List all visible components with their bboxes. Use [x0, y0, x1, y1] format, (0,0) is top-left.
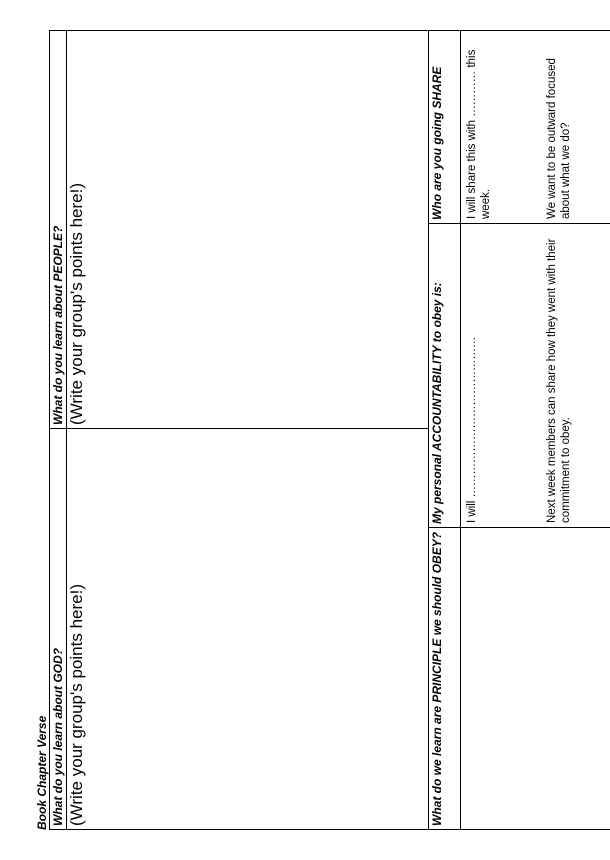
accountability-header: My personal ACCOUNTABILITY to obey is:: [428, 223, 461, 528]
share-header: Who are you going SHARE: [428, 30, 461, 224]
accountability-commitment: I will ……………………………………: [466, 336, 478, 523]
principle-notes-area[interactable]: [460, 527, 610, 830]
accountability-followup: Next week members can share how they went with their commitment to obey.: [546, 238, 572, 523]
worksheet-grid: [49, 30, 610, 830]
principle-header: What do we learn are PRINCIPLE we should OBEY?: [428, 527, 461, 830]
god-notes-area[interactable]: [66, 428, 429, 830]
share-notes-area[interactable]: [460, 30, 610, 224]
people-placeholder: (Write your group's points here!): [67, 183, 86, 425]
rotated-worksheet: [35, 30, 610, 830]
share-outward-question: We want to be outward focused about what we do?: [546, 58, 572, 219]
people-header: What do you learn about PEOPLE?: [49, 30, 67, 429]
document-title: Book Chapter Verse: [35, 715, 49, 830]
god-placeholder: (Write your group's points here!): [67, 584, 86, 826]
god-header: What do you learn about GOD?: [49, 428, 67, 830]
share-commitment: I will share this with ………… this week.: [466, 49, 492, 219]
accountability-notes-area[interactable]: [460, 223, 610, 528]
people-notes-area[interactable]: [66, 30, 429, 429]
